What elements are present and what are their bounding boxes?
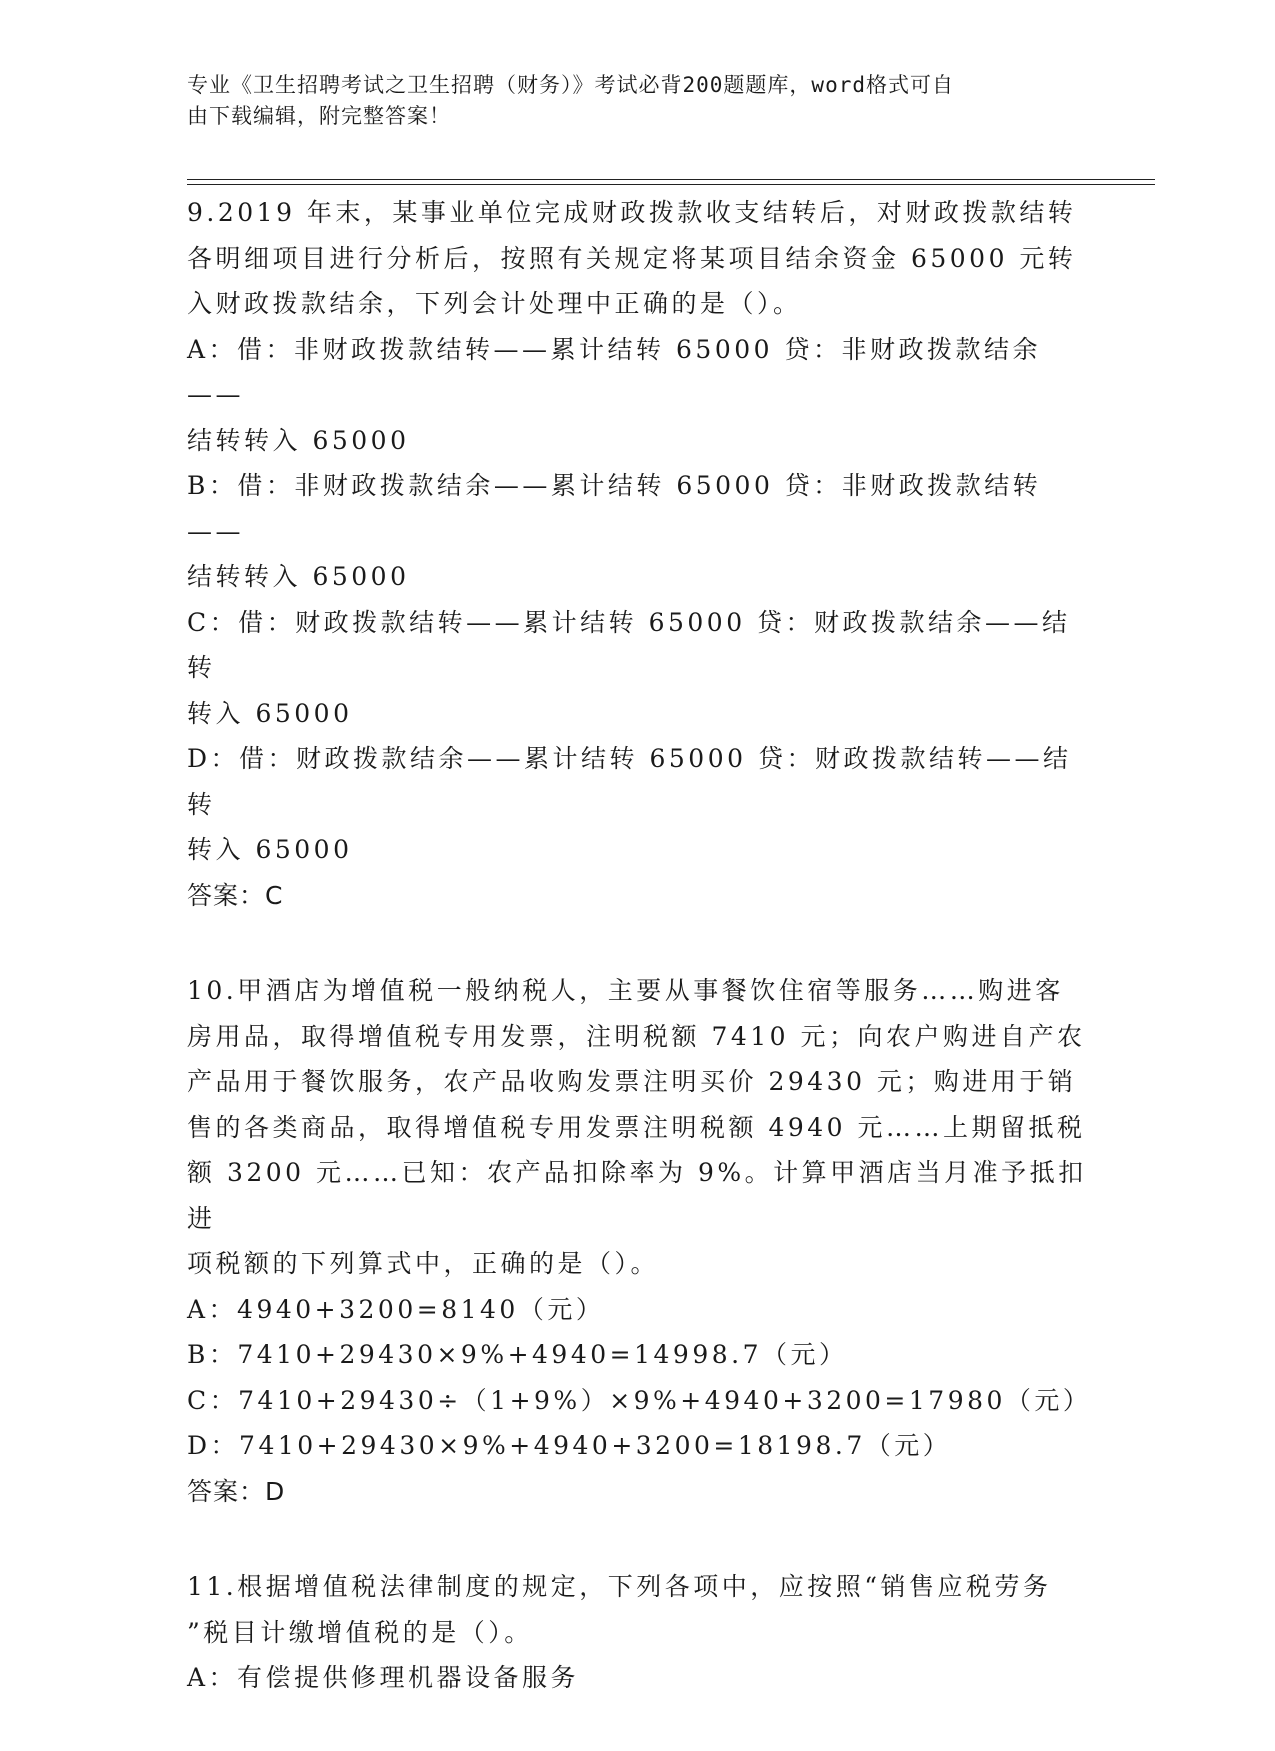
question-stem-line: 入财政拨款结余，下列会计处理中正确的是（）。 xyxy=(187,289,802,318)
question-stem-line: 产品用于餐饮服务，农产品收购发票注明买价 29430 元；购进用于销 xyxy=(187,1067,1077,1096)
option-line: 结转转入 65000 xyxy=(187,562,410,591)
question-stem-line: 项税额的下列算式中，正确的是（）。 xyxy=(187,1249,660,1278)
header-line: 由下载编辑，附完整答案！ xyxy=(187,104,451,128)
question-stem-line: 10.甲酒店为增值税一般纳税人，主要从事餐饮住宿等服务……购进客 xyxy=(187,976,1064,1005)
header-line: 专业《卫生招聘考试之卫生招聘（财务）》考试必背200题题库，word格式可自 xyxy=(187,73,954,97)
question-stem-line: 售的各类商品，取得增值税专用发票注明税额 4940 元……上期留抵税 xyxy=(187,1112,1086,1142)
question-block xyxy=(187,968,1092,1514)
option-line: D：7410+29430×9%+4940+3200=18198.7（元） xyxy=(187,1431,952,1460)
option-line: 转入 65000 xyxy=(187,835,353,864)
option-line: 结转转入 65000 xyxy=(187,425,410,455)
question-stem-line: 房用品，取得增值税专用发票，注明税额 7410 元；向农户购进自产农 xyxy=(187,1021,1086,1051)
option-line: 转入 65000 xyxy=(187,698,353,728)
document-header xyxy=(187,70,1067,132)
question-list xyxy=(187,190,1092,1751)
question-block xyxy=(187,1564,1087,1701)
answer-line: 答案：C xyxy=(187,880,284,910)
option-line: A：有偿提供修理机器设备服务 xyxy=(187,1663,580,1692)
question-stem-line: ”税目计缴增值税的是（）。 xyxy=(187,1617,533,1647)
answer-line: 答案：D xyxy=(187,1476,286,1506)
option-line: C：7410+29430÷（1+9%）×9%+4940+3200=17980（元） xyxy=(187,1385,1092,1415)
header-rule xyxy=(187,179,1155,180)
question-stem-line: 9.2019 年末，某事业单位完成财政拨款收支结转后，对财政拨款结转 xyxy=(187,198,1077,227)
question-block xyxy=(187,190,1087,918)
option-line: B：借：非财政拨款结余——累计结转 65000 贷：非财政拨款结转—— xyxy=(187,471,1042,546)
header-rule xyxy=(187,184,1155,185)
option-line: A：借：非财政拨款结转——累计结转 65000 贷：非财政拨款结余—— xyxy=(187,334,1041,409)
question-stem-line: 各明细项目进行分析后，按照有关规定将某项目结余资金 65000 元转 xyxy=(187,243,1077,273)
option-line: D：借：财政拨款结余——累计结转 65000 贷：财政拨款结转——结转 xyxy=(187,744,1072,819)
question-stem-line: 11.根据增值税法律制度的规定，下列各项中，应按照“销售应税劳务 xyxy=(187,1572,1052,1601)
question-stem-line: 额 3200 元……已知：农产品扣除率为 9%。计算甲酒店当月准予抵扣进 xyxy=(187,1158,1087,1233)
option-line: A：4940+3200=8140（元） xyxy=(187,1294,605,1324)
option-line: C：借：财政拨款结转——累计结转 65000 贷：财政拨款结余——结转 xyxy=(187,607,1071,682)
option-line: B：7410+29430×9%+4940=14998.7（元） xyxy=(187,1340,848,1369)
